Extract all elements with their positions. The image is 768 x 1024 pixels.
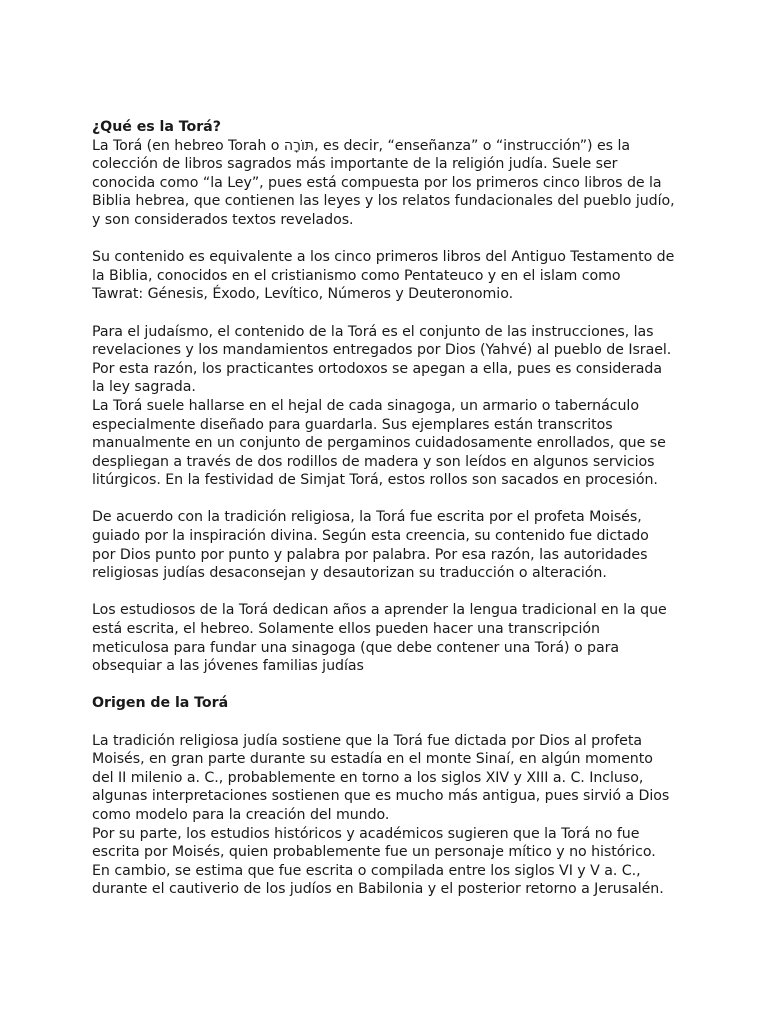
document-body (92, 118, 676, 899)
section-heading-origin: Origen de la Torá (92, 695, 229, 712)
paragraph-spacer (92, 304, 676, 323)
paragraph-equivalence: Su contenido es equivalente a los cinco primeros libros del Antiguo Testamento de la Biblia, conocidos en el cristianismo como Pentateuco y en el islam como Tawrat: Génesis, Éxodo, Levítico, Números y Deuteronomio. (92, 249, 675, 303)
paragraph-spacer (92, 230, 676, 249)
paragraph-definition: La Torá (en hebreo Torah o תּוֹרָה, es decir, “enseñanza” o “instrucción”) es la colección de libros sagrados más importante de la religión judía. Suele ser conocida como “la Ley”, pues está compuesta por los primeros cinco libros de la Biblia hebrea, que contienen las leyes y los relatos fundacionales del pueblo judío, y son considerados textos revelados. (92, 137, 675, 228)
paragraph-judaism: Para el judaísmo, el contenido de la Torá es el conjunto de las instrucciones, las revelaciones y los mandamientos entregados por Dios (Yahvé) al pueblo de Israel. Por esta razón, los practicantes ortodoxos se apegan a ella, pues es considerada la ley sagrada. (92, 323, 672, 396)
paragraph-hejal: La Torá suele hallarse en el hejal de cada sinagoga, un armario o tabernáculo especialmente diseñado para guardarla. Sus ejemplares están transcritos manualmente en un conjunto de pergaminos cuidadosamente enrollados, que se despliegan a través de dos rodillos de madera y son leídos en algunos servicios litúrgicos. En la festividad de Simjat Torá, estos rollos son sacados en procesión. (92, 397, 666, 489)
paragraph-spacer (92, 490, 676, 509)
paragraph-origin-historical: Por su parte, los estudios históricos y académicos sugieren que la Torá no fue escrita por Moisés, quien probablemente fue un personaje mítico y no histórico. En cambio, se estima que fue escrita o compilada entre los siglos VI y V a. C., durante el cautiverio de los judíos en Babilonia y el posterior retorno a Jerusalén. (92, 825, 664, 898)
paragraph-tradition: De acuerdo con la tradición religiosa, la Torá fue escrita por el profeta Moisés, guiado por la inspiración divina. Según esta creencia, su contenido fue dictado por Dios punto por punto y palabra por palabra. Por esa razón, las autoridades religiosas judías desaconsejan y desautorizan su traducción o alteración. (92, 509, 649, 582)
document-title: ¿Qué es la Torá? (92, 119, 221, 135)
paragraph-spacer (92, 583, 676, 602)
paragraph-origin-tradition: La tradición religiosa judía sostiene que la Torá fue dictada por Dios al profeta Moisés, en gran parte durante su estadía en el monte Sinaí, en algún momento del II milenio a. C., probablemente en torno a los siglos XIV y XIII a. C. Incluso, algunas interpretaciones sostienen que es mucho más antigua, pues sirvió a Dios como modelo para la creación del mundo. (92, 732, 670, 823)
paragraph-spacer (92, 676, 676, 695)
paragraph-scholars: Los estudiosos de la Torá dedican años a aprender la lengua tradicional en la que está escrita, el hebreo. Solamente ellos pueden hacer una transcripción meticulosa para fundar una sinagoga (que debe contener una Torá) o para obsequiar a las jóvenes familias judías (92, 602, 667, 675)
paragraph-spacer (92, 713, 676, 732)
